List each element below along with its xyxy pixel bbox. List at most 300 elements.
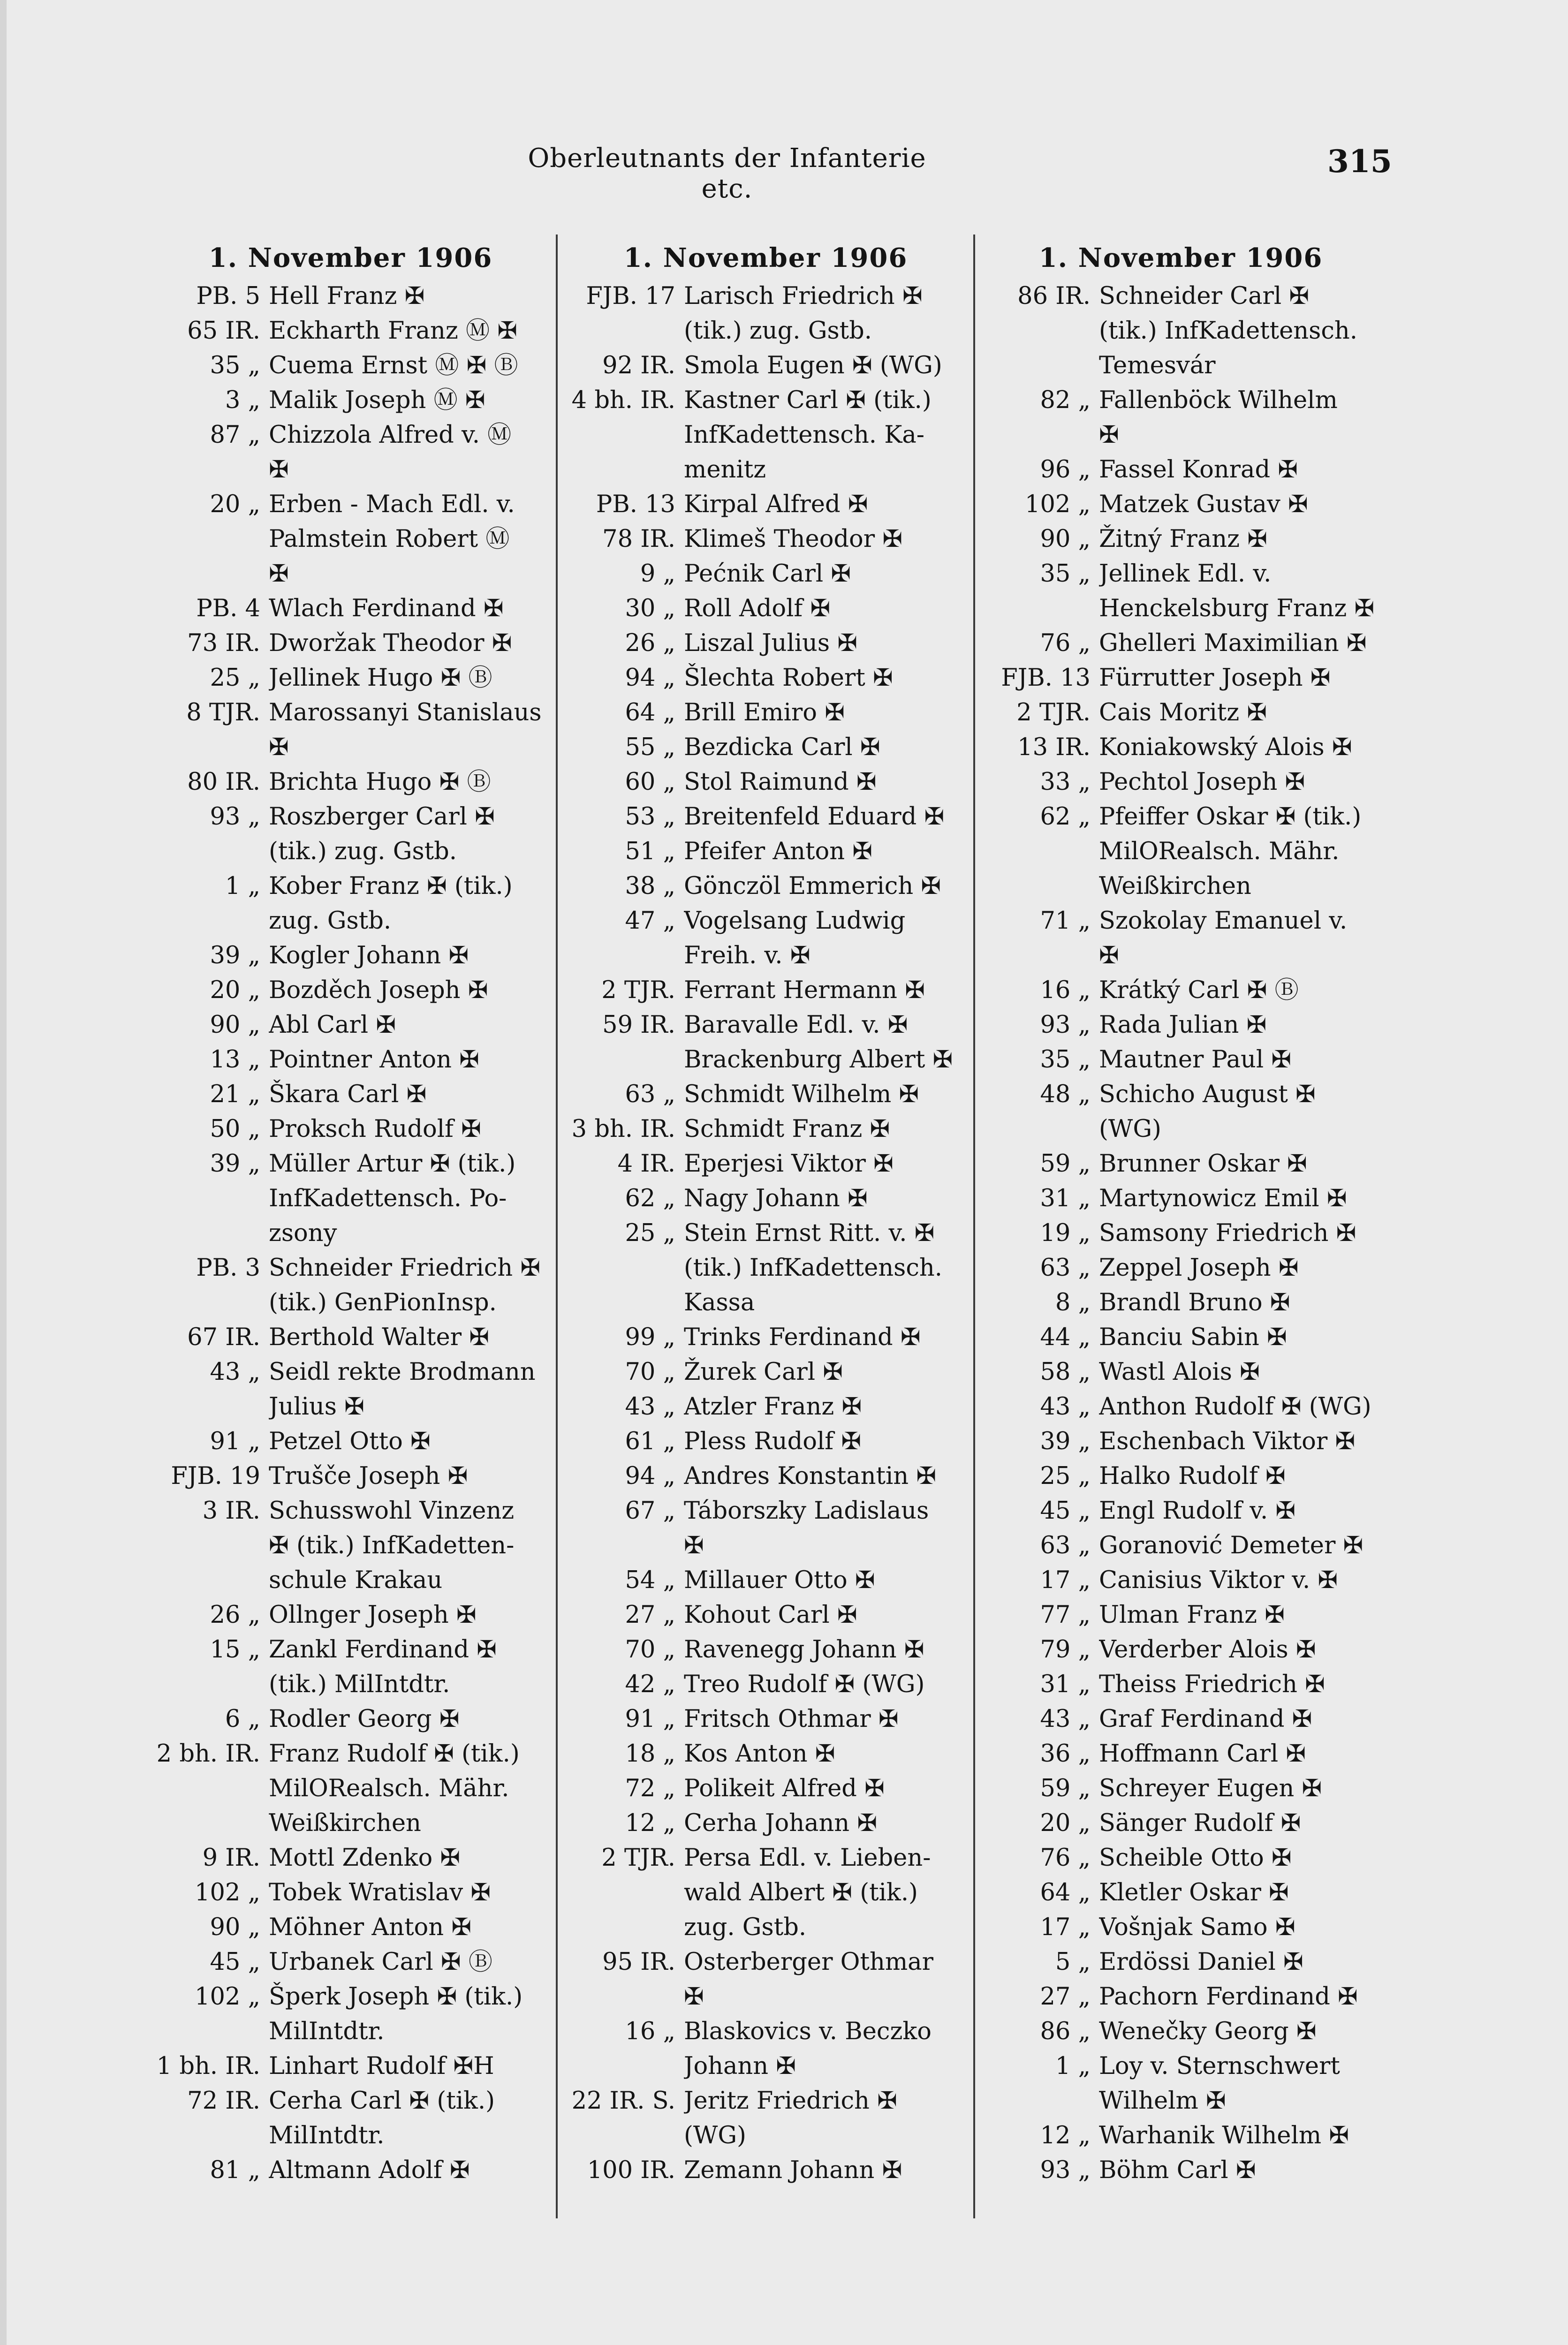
entry-line: Wastl Alois ✠ (1099, 1358, 1260, 1386)
entry-text (269, 1077, 551, 1112)
entry-text (1099, 487, 1381, 522)
list-item (980, 1667, 1381, 1702)
list-item (150, 1112, 551, 1147)
entry-line: Pfeiffer Oskar ✠ (tik.) (1099, 803, 1362, 831)
entry-line: (tik.) InfKadettensch. (684, 1254, 942, 1282)
entry-text (269, 1147, 551, 1251)
list-item (565, 591, 966, 626)
entry-rank: 55 „ (625, 734, 675, 761)
entry-rank: 1 bh. IR. (156, 2052, 260, 2080)
entry-text (1099, 2049, 1381, 2118)
list-item (565, 800, 966, 834)
entry-text (1099, 1077, 1381, 1147)
entry-rank: 67 IR. (187, 1324, 260, 1351)
entry-rank: 50 „ (210, 1115, 260, 1143)
list-item (150, 1598, 551, 1633)
entry-text (1099, 1945, 1381, 1980)
entry-rank: 39 „ (210, 1150, 260, 1178)
list-item (565, 487, 966, 522)
list-item (150, 1008, 551, 1043)
page-edge (0, 0, 7, 2345)
entry-text (269, 418, 551, 487)
column-date: 1. November 1906 (208, 242, 493, 273)
entry-rank: 79 „ (1040, 1636, 1091, 1664)
list-item (980, 1771, 1381, 1806)
entry-text (269, 626, 551, 661)
entry-line: Pachorn Ferdinand ✠ (1099, 1983, 1358, 2011)
entry-line: wald Albert ✠ (tik.) (684, 1879, 918, 1906)
list-item (565, 2153, 966, 2188)
list-item (980, 1633, 1381, 1667)
entry-rank: 95 IR. (602, 1948, 675, 1976)
entry-line: Berthold Walter ✠ (269, 1324, 489, 1351)
entry-line: (tik.) InfKadettensch. (1099, 317, 1357, 345)
entry-line: Cais Moritz ✠ (1099, 699, 1267, 726)
entry-text (1099, 522, 1381, 557)
entry-line: Altmann Adolf ✠ (269, 2156, 470, 2184)
entry-rank: 25 „ (210, 664, 260, 692)
entry-rank: 2 bh. IR. (156, 1740, 260, 1768)
entry-text (1099, 1771, 1381, 1806)
list-item (150, 1077, 551, 1112)
entry-rank: PB. 4 (196, 595, 260, 622)
list-item (150, 626, 551, 661)
entry-text (269, 1702, 551, 1737)
entry-line: Weißkirchen (269, 1809, 421, 1837)
entry-line: Kober Franz ✠ (tik.) (269, 872, 513, 900)
entry-line: Trinks Ferdinand ✠ (684, 1324, 921, 1351)
entry-text (1099, 1910, 1381, 1945)
entry-line: Franz Rudolf ✠ (tik.) (269, 1740, 520, 1768)
entry-rank: 44 „ (1040, 1324, 1091, 1351)
list-item (980, 1390, 1381, 1424)
entry-text (1099, 904, 1381, 973)
list-item (980, 383, 1381, 453)
entry-line: Erben - Mach Edl. v. (269, 491, 515, 518)
entry-line: Jeritz Friedrich ✠ (684, 2087, 897, 2115)
list-item (150, 1355, 551, 1424)
entry-text (1099, 696, 1381, 730)
list-item (565, 1598, 966, 1633)
list-item (565, 1077, 966, 1112)
entry-text (1099, 2014, 1381, 2049)
entry-line: Freih. v. ✠ (684, 942, 811, 969)
entry-line: Zankl Ferdinand ✠ (269, 1636, 497, 1664)
entry-line: Šlechta Robert ✠ (684, 664, 893, 692)
list-item (150, 869, 551, 938)
list-item (150, 1494, 551, 1598)
entry-rank: 77 „ (1040, 1601, 1091, 1629)
entry-line: menitz (684, 456, 766, 484)
entry-rank: FJB. 17 (586, 282, 675, 310)
entry-line: Kastner Carl ✠ (tik.) (684, 386, 932, 414)
entry-line: Schusswohl Vinzenz (269, 1497, 515, 1525)
entry-line: Rodler Georg ✠ (269, 1705, 460, 1733)
entry-text (684, 834, 966, 869)
list-item (150, 383, 551, 418)
list-item (565, 834, 966, 869)
list-item (980, 1598, 1381, 1633)
entry-rank: 60 „ (625, 768, 675, 796)
entry-rank: 96 „ (1040, 456, 1091, 484)
entry-rank: 65 IR. (187, 317, 260, 345)
entry-line: Kletler Oskar ✠ (1099, 1879, 1289, 1906)
list-item (980, 626, 1381, 661)
entry-rank: 6 „ (225, 1705, 260, 1733)
entry-rank: 93 „ (1040, 1011, 1091, 1039)
list-item (565, 1424, 966, 1459)
entry-text (684, 696, 966, 730)
list-item (565, 696, 966, 730)
entry-text (684, 383, 966, 487)
list-item (980, 730, 1381, 765)
entry-line: MilORealsch. Mähr. (1099, 838, 1340, 865)
entry-line: Andres Konstantin ✠ (684, 1462, 937, 1490)
entry-line: Schmidt Wilhelm ✠ (684, 1081, 919, 1108)
entry-line: Wilhelm ✠ (1099, 2087, 1226, 2115)
entry-line: Larisch Friedrich ✠ (684, 282, 923, 310)
list-item (565, 1216, 966, 1320)
entry-rank: 54 „ (625, 1566, 675, 1594)
entry-text (269, 2153, 551, 2188)
entry-list (150, 279, 551, 2188)
entry-text (269, 1980, 551, 2049)
entry-line: Ferrant Hermann ✠ (684, 976, 925, 1004)
entry-text (684, 1216, 966, 1320)
entry-line: Brill Emiro ✠ (684, 699, 845, 726)
entry-rank: 16 „ (625, 2018, 675, 2045)
entry-text (269, 2084, 551, 2153)
entry-line: Pointner Anton ✠ (269, 1046, 479, 1074)
list-item (980, 1702, 1381, 1737)
entry-line: Fritsch Othmar ✠ (684, 1705, 899, 1733)
entry-text (1099, 279, 1381, 383)
entry-line: Seidl rekte Brodmann (269, 1358, 536, 1386)
list-item (980, 522, 1381, 557)
entry-text (269, 661, 551, 696)
entry-line: MilORealsch. Mähr. (269, 1775, 509, 1802)
entry-line: Ravenegg Johann ✠ (684, 1636, 924, 1664)
entry-line: Proksch Rudolf ✠ (269, 1115, 481, 1143)
entry-text (269, 1251, 551, 1320)
entry-text (1099, 1251, 1381, 1286)
entry-line: Trušče Joseph ✠ (269, 1462, 468, 1490)
list-item (150, 1702, 551, 1737)
entry-text (1099, 1841, 1381, 1876)
list-item (980, 1459, 1381, 1494)
entry-line: (tik.) MilIntdtr. (269, 1671, 450, 1698)
entry-line: Schicho August ✠ (1099, 1081, 1316, 1108)
entry-text (269, 1320, 551, 1355)
entry-rank: 59 „ (1040, 1150, 1091, 1178)
entry-line: Anthon Rudolf ✠ (WG) (1099, 1393, 1371, 1421)
entry-text (1099, 1667, 1381, 1702)
entry-rank: 33 „ (1040, 768, 1091, 796)
entry-text (269, 314, 551, 348)
entry-text (684, 973, 966, 1008)
entry-line: Verderber Alois ✠ (1099, 1636, 1316, 1664)
entry-text (269, 1424, 551, 1459)
entry-text (269, 1876, 551, 1910)
entry-line: Tobek Wratislav ✠ (269, 1879, 491, 1906)
entry-line: Zeppel Joseph ✠ (1099, 1254, 1299, 1282)
list-item (565, 1806, 966, 1841)
entry-line: Roszberger Carl ✠ (269, 803, 495, 831)
entry-text (1099, 661, 1381, 696)
entry-line: (tik.) zug. Gstb. (684, 317, 872, 345)
entry-line: Müller Artur ✠ (tik.) (269, 1150, 516, 1178)
entry-text (684, 765, 966, 800)
entry-text (1099, 1147, 1381, 1181)
list-item (565, 1355, 966, 1390)
entry-line: Graf Ferdinand ✠ (1099, 1705, 1312, 1733)
entry-text (269, 2049, 551, 2084)
entry-rank: 63 „ (625, 1081, 675, 1108)
entry-text (684, 869, 966, 904)
list-item (565, 730, 966, 765)
list-item (980, 1147, 1381, 1181)
entry-text (1099, 1216, 1381, 1251)
entry-line: Kogler Johann ✠ (269, 942, 469, 969)
entry-line: Sänger Rudolf ✠ (1099, 1809, 1301, 1837)
entry-line: Breitenfeld Eduard ✠ (684, 803, 945, 831)
entry-rank: 30 „ (625, 595, 675, 622)
entry-text (269, 1008, 551, 1043)
entry-rank: 70 „ (625, 1358, 675, 1386)
entry-rank: 35 „ (1040, 1046, 1091, 1074)
entry-text (684, 522, 966, 557)
entry-line: Žurek Carl ✠ (684, 1358, 843, 1386)
list-item (150, 487, 551, 591)
entry-line: Blaskovics v. Beczko (684, 2018, 932, 2045)
entry-rank: FJB. 19 (171, 1462, 260, 1490)
entry-line: Pećnik Carl ✠ (684, 560, 851, 588)
entry-line: Pfeifer Anton ✠ (684, 838, 872, 865)
list-item (150, 1980, 551, 2049)
entry-rank: 13 „ (210, 1046, 260, 1074)
entry-line: MilIntdtr. (269, 2018, 385, 2045)
column-2 (565, 237, 966, 2188)
entry-rank: 76 „ (1040, 629, 1091, 657)
entry-text (1099, 1702, 1381, 1737)
entry-line: Ulman Franz ✠ (1099, 1601, 1285, 1629)
entry-line: Roll Adolf ✠ (684, 595, 831, 622)
entry-rank: 45 „ (1040, 1497, 1091, 1525)
list-item (565, 1390, 966, 1424)
entry-text (684, 1494, 966, 1563)
entry-rank: 22 IR. S. (571, 2087, 675, 2115)
entry-line: ✠ (1099, 421, 1119, 449)
entry-text (1099, 1563, 1381, 1598)
entry-rank: 19 „ (1040, 1219, 1091, 1247)
entry-line: Julius ✠ (269, 1393, 364, 1421)
list-item (565, 2084, 966, 2153)
entry-line: Szokolay Emanuel v. (1099, 907, 1348, 935)
entry-rank: 73 IR. (187, 629, 260, 657)
entry-rank: 64 „ (625, 699, 675, 726)
entry-text (1099, 765, 1381, 800)
list-item (150, 1945, 551, 1980)
entry-line: Brunner Oskar ✠ (1099, 1150, 1307, 1178)
entry-line: Erdössi Daniel ✠ (1099, 1948, 1303, 1976)
entry-text (1099, 1528, 1381, 1563)
list-item (150, 314, 551, 348)
entry-line: Halko Rudolf ✠ (1099, 1462, 1286, 1490)
list-item (980, 1841, 1381, 1876)
entry-line: ✠ (269, 734, 289, 761)
entry-rank: 92 IR. (602, 352, 675, 379)
list-item (980, 1980, 1381, 2014)
list-item (565, 1459, 966, 1494)
entry-rank: 9 „ (640, 560, 675, 588)
entry-text (684, 1945, 966, 2014)
entry-text (1099, 1980, 1381, 2014)
entry-line: Brichta Hugo ✠ Ⓑ (269, 768, 491, 796)
entry-line: Dworžak Theodor ✠ (269, 629, 512, 657)
entry-rank: 43 „ (1040, 1705, 1091, 1733)
list-item (980, 487, 1381, 522)
list-item (565, 1771, 966, 1806)
entry-line: Žitný Franz ✠ (1099, 525, 1267, 553)
entry-line: zug. Gstb. (684, 1914, 807, 1941)
entry-rank: 90 „ (210, 1011, 260, 1039)
entry-text (684, 1355, 966, 1390)
entry-line: Goranović Demeter ✠ (1099, 1532, 1363, 1559)
entry-rank: 3 IR. (202, 1497, 260, 1525)
entry-text (684, 626, 966, 661)
entry-text (684, 904, 966, 973)
entry-line: ✠ (269, 456, 289, 484)
entry-rank: 8 TJR. (186, 699, 260, 726)
list-item (150, 1043, 551, 1077)
entry-text (1099, 1320, 1381, 1355)
entry-text (1099, 1737, 1381, 1771)
entry-line: Theiss Friedrich ✠ (1099, 1671, 1325, 1698)
entry-line: Mautner Paul ✠ (1099, 1046, 1292, 1074)
entry-rank: 5 „ (1055, 1948, 1091, 1976)
entry-line: Šperk Joseph ✠ (tik.) (269, 1983, 523, 2011)
entry-text (684, 1112, 966, 1147)
entry-line: Nagy Johann ✠ (684, 1185, 868, 1212)
list-item (980, 1528, 1381, 1563)
entry-text (1099, 1806, 1381, 1841)
list-item (150, 765, 551, 800)
entry-text (684, 1841, 966, 1945)
entry-rank: 63 „ (1040, 1532, 1091, 1559)
entry-line: Osterberger Othmar (684, 1948, 933, 1976)
entry-line: Mottl Zdenko ✠ (269, 1844, 461, 1872)
entry-line: Ghelleri Maximilian ✠ (1099, 629, 1367, 657)
entry-rank: 39 „ (1040, 1428, 1091, 1455)
entry-text (269, 1910, 551, 1945)
entry-rank: 48 „ (1040, 1081, 1091, 1108)
entry-rank: 91 „ (210, 1428, 260, 1455)
entry-rank: 26 „ (625, 629, 675, 657)
entry-text (269, 1841, 551, 1876)
entry-rank: 86 „ (1040, 2018, 1091, 2045)
list-item (980, 2153, 1381, 2188)
list-item (150, 800, 551, 869)
entry-rank: 13 IR. (1017, 734, 1091, 761)
entry-text (684, 1147, 966, 1181)
list-item (980, 1286, 1381, 1320)
entry-rank: 18 „ (625, 1740, 675, 1768)
entry-line: Linhart Rudolf ✠H (269, 2052, 494, 2080)
entry-text (1099, 1459, 1381, 1494)
entry-line: Škara Carl ✠ (269, 1081, 427, 1108)
list-item (980, 1563, 1381, 1598)
entry-rank: 76 „ (1040, 1844, 1091, 1872)
entry-line: Temesvár (1099, 352, 1216, 379)
entry-line: Palmstein Robert Ⓜ (269, 525, 510, 553)
entry-text (684, 661, 966, 696)
entry-line: Fassel Konrad ✠ (1099, 456, 1298, 484)
entry-text (269, 1945, 551, 1980)
entry-rank: 59 IR. (602, 1011, 675, 1039)
list-item (565, 869, 966, 904)
list-item (565, 1112, 966, 1147)
entry-rank: 12 „ (625, 1809, 675, 1837)
list-item (565, 1494, 966, 1563)
entry-rank: 62 „ (1040, 803, 1091, 831)
entry-line: InfKadettensch. Po- (269, 1185, 507, 1212)
entry-line: ✠ (684, 1532, 704, 1559)
entry-text (1099, 730, 1381, 765)
entry-line: Böhm Carl ✠ (1099, 2156, 1256, 2184)
entry-line: Samsony Friedrich ✠ (1099, 1219, 1356, 1247)
entry-rank: 17 „ (1040, 1914, 1091, 1941)
entry-line: Marossanyi Stanislaus (269, 699, 542, 726)
column-date: 1. November 1906 (623, 242, 908, 273)
entry-text (684, 557, 966, 591)
entry-line: Abl Carl ✠ (269, 1011, 396, 1039)
entry-text (684, 1181, 966, 1216)
entry-rank: 70 „ (625, 1636, 675, 1664)
list-item (150, 1147, 551, 1251)
entry-rank: 15 „ (210, 1636, 260, 1664)
entry-rank: 21 „ (210, 1081, 260, 1108)
entry-line: Urbanek Carl ✠ Ⓑ (269, 1948, 492, 1976)
entry-text (1099, 1181, 1381, 1216)
list-item (980, 1077, 1381, 1147)
list-item (565, 1945, 966, 2014)
entry-line: Millauer Otto ✠ (684, 1566, 875, 1594)
list-item (565, 1008, 966, 1077)
entry-line: MilIntdtr. (269, 2122, 385, 2149)
list-item (150, 2153, 551, 2188)
entry-line: Canisius Viktor v. ✠ (1099, 1566, 1338, 1594)
entry-line: Kirpal Alfred ✠ (684, 491, 868, 518)
list-item (980, 2014, 1381, 2049)
entry-line: Liszal Julius ✠ (684, 629, 858, 657)
list-item (150, 1424, 551, 1459)
entry-rank: 9 IR. (202, 1844, 260, 1872)
list-item (980, 2049, 1381, 2118)
entry-line: Zemann Johann ✠ (684, 2156, 902, 2184)
entry-line: Eperjesi Viktor ✠ (684, 1150, 894, 1178)
entry-rank: PB. 5 (196, 282, 260, 310)
entry-line: Wlach Ferdinand ✠ (269, 595, 504, 622)
list-item (150, 1737, 551, 1841)
entry-line: (tik.) zug. Gstb. (269, 838, 457, 865)
entry-rank: 99 „ (625, 1324, 675, 1351)
entry-text (269, 383, 551, 418)
entry-text (684, 1737, 966, 1771)
entry-rank: 45 „ (210, 1948, 260, 1976)
entry-rank: 100 IR. (587, 2156, 675, 2184)
entry-line: Pless Rudolf ✠ (684, 1428, 862, 1455)
entry-line: Hell Franz ✠ (269, 282, 425, 310)
